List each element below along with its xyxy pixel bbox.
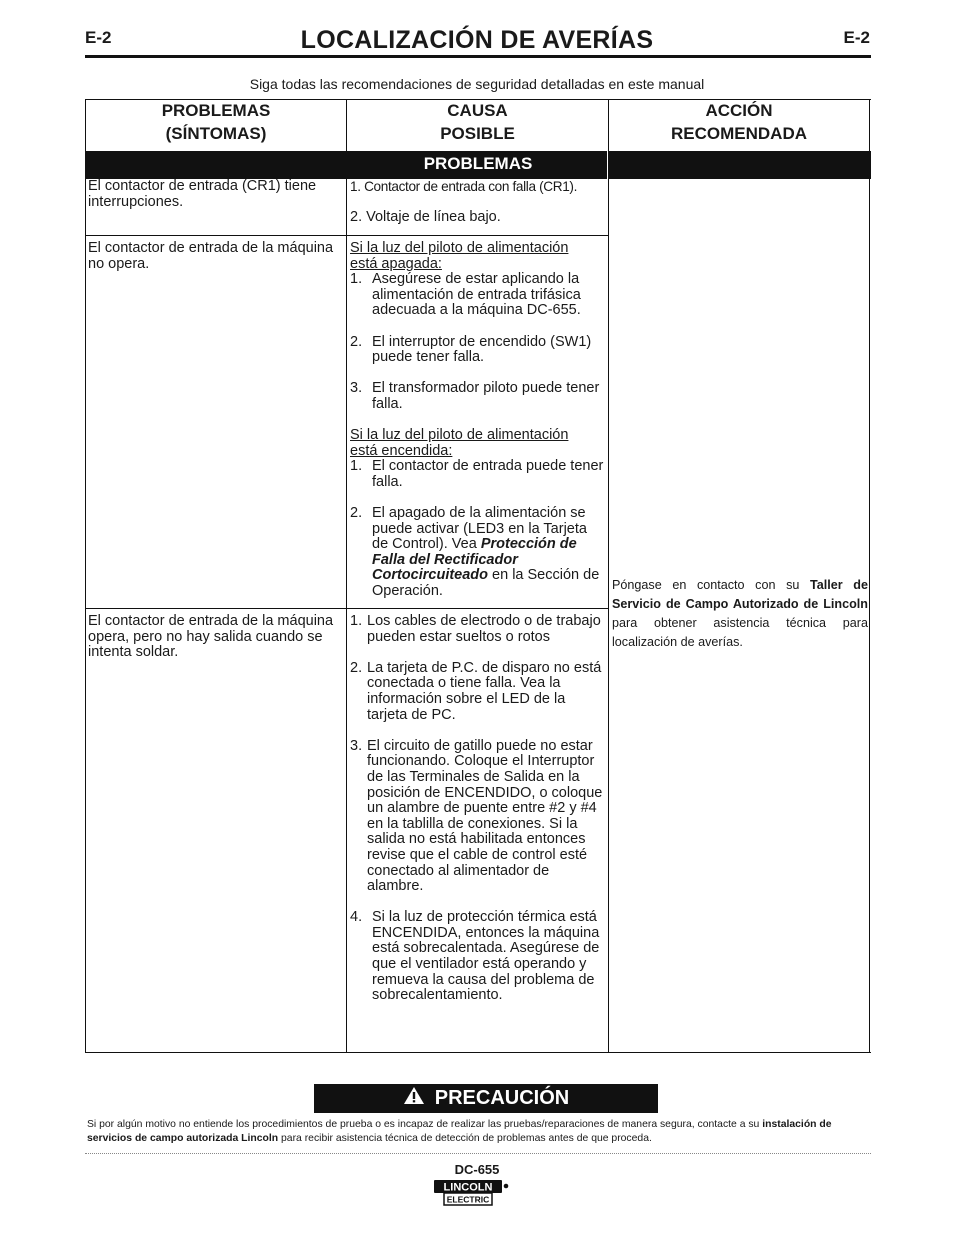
lincoln-electric-logo: [432, 1179, 512, 1207]
svg-text:LINCOLN: LINCOLN: [443, 1181, 493, 1194]
page-code-right: E-2: [843, 28, 870, 47]
section-band: PROBLEMAS: [85, 151, 871, 179]
footer-rule: [85, 1153, 871, 1154]
model-number: DC-655: [454, 1162, 500, 1177]
problem-row-1: El contactor de entrada (CR1) tiene interrupciones.: [88, 178, 317, 210]
svg-text:ELECTRIC: ELECTRIC: [446, 1194, 490, 1205]
page-title: LOCALIZACIÓN DE AVERÍAS: [300, 26, 654, 54]
column-header-problems: PROBLEMAS (SÍNTOMAS): [161, 101, 271, 143]
problem-row-2: El contactor de entrada de la máquina no opera.: [88, 240, 334, 272]
caution-banner: [314, 1084, 658, 1113]
column-header-action: ACCIÓN RECOMENDADA: [671, 101, 807, 143]
header-rule: [85, 55, 871, 58]
problem-row-3: El contactor de entrada de la máquina opera, pero no hay salida cuando se intenta soldar.: [88, 613, 334, 661]
warning-triangle-icon: [403, 1086, 425, 1111]
cause-row-1: 1. Contactor de entrada con falla (CR1). 2. Voltaje de línea bajo.: [350, 179, 578, 226]
cause-row-2: Si la luz del piloto de alimentación está apagada: 1. Asegúrese de estar aplicando la alimentación de entrada trifásica adecuada a la máquina DC-655. 2. El interruptor de encendido (SW1) puede tener falla. 3. El transformador piloto puede tener falla. Si la luz del piloto de alimentación está encendida: 1. El contactor de entrada puede tener falla. 2. El apagado de la alimentación se puede activar (LED3 en la Tarjeta de Control). Vea Protección de Falla del Rectificador Cortocircuiteado en la Sección de Operación.: [350, 240, 604, 600]
page-code-left: E-2: [85, 28, 112, 47]
recommended-action: Póngase en contacto con su Taller de Servicio de Campo Autorizado de Lincoln para obtener asistencia técnica para localización de averías.: [612, 578, 868, 649]
caution-title: PRECAUCIÓN: [434, 1087, 570, 1109]
safety-note: Siga todas las recomendaciones de seguridad detalladas en este manual: [249, 76, 705, 92]
cause-row-3: 1. Los cables de electrodo o de trabajo pueden estar sueltos o rotos 2. La tarjeta de P.C. de disparo no está conectada o tiene falla. Vea la información sobre el LED de la tarjeta de PC. 3. El circuito de gatillo puede no estar funcionando. Coloque el Interruptor de las Terminales de Salida en la posición de ENCENDIDO, o coloque un alambre de puente entre #2 y #4 en la tablilla de conexiones. Si la salida no está habilitada entonces revise que el cable de control esté conectado al alimentador de alambre. 4. Si la luz de protección térmica está ENCENDIDA, entonces la máquina está sobrecalentada. Asegúrese de que el ventilador está operando y remueva la causa del problema de sobrecalentamiento.: [350, 613, 603, 1004]
column-header-cause: CAUSA POSIBLE: [440, 101, 515, 143]
caution-text: Si por algún motivo no entiende los procedimientos de prueba o es incapaz de realizar las pruebas/reparaciones de manera segura, contacte a su instalación de servicios de campo autorizada Lincoln para recibir asistencia técnica de detección de problemas antes de que proceda.: [87, 1119, 832, 1144]
